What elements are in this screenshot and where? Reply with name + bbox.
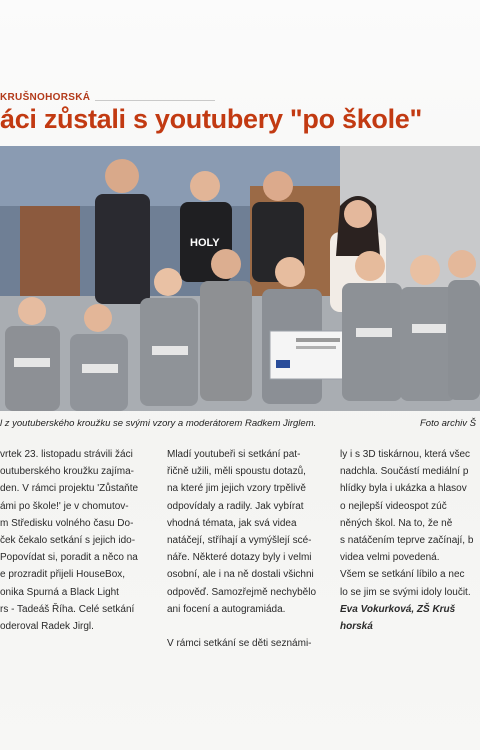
group-photo-illustration [0,146,480,411]
photo-caption: l z youtuberského kroužku se svými vzory a moderátorem Radkem Jirglem. [0,418,317,429]
text-line: m Středisku volného času Do- [0,517,134,529]
text-line: osobní, ale i na ně dostali všichni [167,569,314,581]
text-line: odpověď. Samozřejmě nechybělo [167,586,317,598]
text-line: hlídky byla i ukázka a hlasov [340,483,467,495]
text-line: řičně užili, měli spoustu dotazů, [167,466,306,478]
article-column-1 [0,446,150,635]
text-line: s natáčením teprve začínají, b [340,535,474,547]
text-line: onika Spurná a Black Light [0,586,119,598]
headline: áci zůstali s youtubery "po škole" [0,104,423,134]
section-rule [95,100,215,101]
text-line: ani focení a autogramiáda. [167,603,286,615]
section-tag: KRUŠNOHORSKÁ [0,92,91,103]
text-line: vrtek 23. listopadu strávili žáci [0,449,133,460]
text-line: e prozradit přijeli HouseBox, [0,569,126,581]
text-line: ámi po škole!' je v chomutov- [0,500,129,512]
text-line: Mladí youtubeři si setkání pat- [167,449,301,460]
text-line: vhodná témata, jak svá videa [167,517,297,529]
text-line: něných škol. Na to, že ně [340,517,453,529]
article-photo [0,146,480,411]
text-line: V rámci setkání se děti seznámi- [167,638,312,650]
article-column-2 [167,446,327,652]
text-line: Všem se setkání líbilo a nec [340,569,465,581]
text-line: o nejlepší videospot zúč [340,500,447,512]
shirt-print: HOLY [190,237,220,249]
author-line: horská [340,621,373,633]
text-line: natáčejí, stříhají a vymýšlejí scé- [167,535,312,547]
article-column-3 [340,446,480,635]
text-line: ly i s 3D tiskárnou, která všec [340,449,471,460]
text-line: den. V rámci projektu 'Zůstaňte [0,483,139,495]
text-line: videa velmi povedená. [340,552,440,564]
text-line: náře. Některé dotazy byly i velmi [167,552,312,564]
text-line: ček čekalo setkání s jejich ido- [0,535,136,547]
text-line: lo se jim se svými idoly loučit. [340,586,471,598]
photo-credit: Foto archiv Š [420,418,476,429]
text-line: odpovídaly a radily. Jak vybírat [167,500,304,512]
text-line: outuberského kroužku zajíma- [0,466,134,478]
text-line: na které jim jejich vzory trpělivě [167,483,306,495]
certificate-board [270,331,348,379]
text-line: oderoval Radek Jirgl. [0,621,94,633]
text-line: Popovídat si, poradit a něco na [0,552,138,564]
text-line [167,618,327,635]
text-line: nadchla. Součástí mediální p [340,466,469,478]
author-line: Eva Vokurková, ZŠ Kruš [340,603,456,615]
text-line: rs - Tadeáš Říha. Celé setkání [0,603,135,615]
